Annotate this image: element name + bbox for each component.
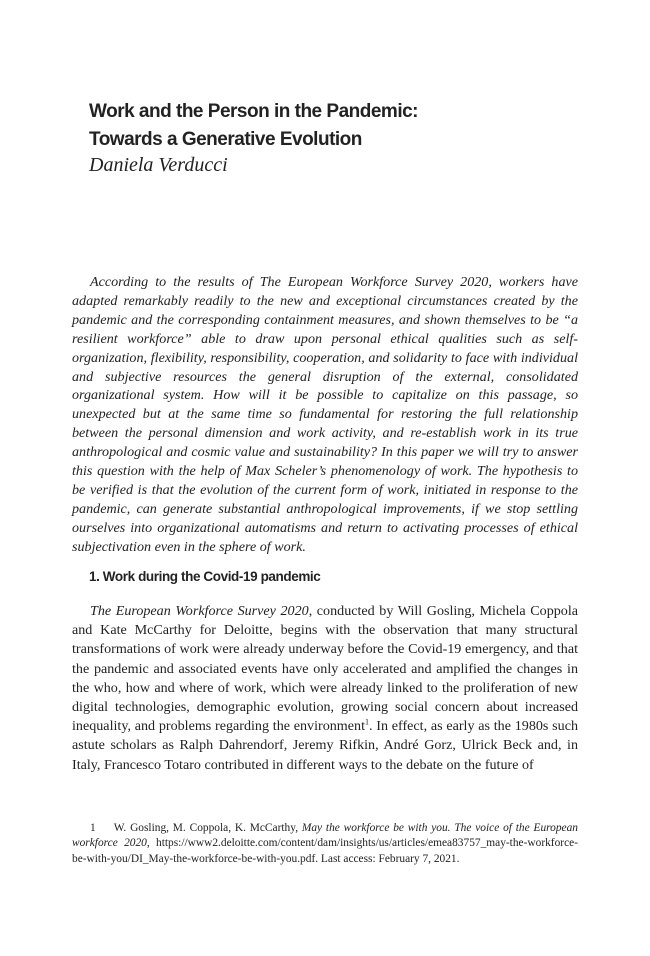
author-name: Daniela Verducci — [89, 154, 228, 176]
footnote-number: 1 — [90, 822, 96, 834]
paper-title-line-1: Work and the Person in the Pandemic: — [89, 101, 418, 122]
body-paragraph — [72, 602, 578, 775]
footnote-title: May the workforce be with you. The voice of the European workforce 2020 — [72, 822, 578, 850]
footnote-reference[interactable]: 1 — [365, 717, 369, 727]
body-text-part-2: . In effect, as early as the 1980s such astute scholars as Ralph Dahrendorf, Jeremy Rifkin, André Gorz, Ulrick Beck and, in Italy, Francesco Totaro contributed in different ways to the debate on the future of — [72, 718, 578, 773]
abstract: According to the results of The European Workforce Survey 2020, workers have adapted remarkably readily to the new and exceptional circumstances created by the pandemic and the corresponding containment measures, and shown themselves to be “a resilient workforce” able to draw upon personal ethical qualities such as self-organization, flexibility, responsibility, cooperation, and solidarity to face with individual and subjective resources the general disruption of the external, consolidated organizational system. How will it be possible to capitalize on this passage, so unexpected but at the same time so fundamental for restoring the full relationship between the personal dimension and work activity, and re-establish work in its true anthropological and cosmic value and sustainability? In this paper we will try to answer this question with the help of Max Scheler’s phenomenology of work. The hypothesis to be verified is that the evolution of the current form of work, initiated in response to the pandemic, can generate substantial anthropological improvements, if we stop settling ourselves into organizational automatisms and return to activating processes of ethical subjectivation even in the sphere of work. — [72, 274, 578, 555]
footnote-authors: W. Gosling, M. Coppola, K. McCarthy, — [113, 822, 302, 834]
paper-title — [89, 98, 569, 154]
footnote — [72, 821, 578, 867]
footnote-details: , https://www2.deloitte.com/content/dam/insights/us/articles/emea83757_may-the-workforce-be-with-you/DI_May-the-workforce-be-with-you.pdf. Last access: February 7, 2021. — [72, 837, 578, 865]
section-heading: 1. Work during the Covid-19 pandemic — [89, 569, 321, 584]
body-text-part-1: , conducted by Will Gosling, Michela Coppola and Kate McCarthy for Deloitte, begins with the observation that many structural transformations of work were already underway before the Covid-19 emergency, and that the pandemic and associated events have only accelerated and amplified the changes in the who, how and where of work, which were already linked to the proliferation of new digital technologies, demographic evolution, growing social concern about increased inequality, and problems regarding the environment — [72, 603, 579, 735]
survey-title: The European Workforce Survey 2020 — [90, 603, 309, 619]
paper-title-line-2: Towards a Generative Evolution — [89, 129, 362, 150]
